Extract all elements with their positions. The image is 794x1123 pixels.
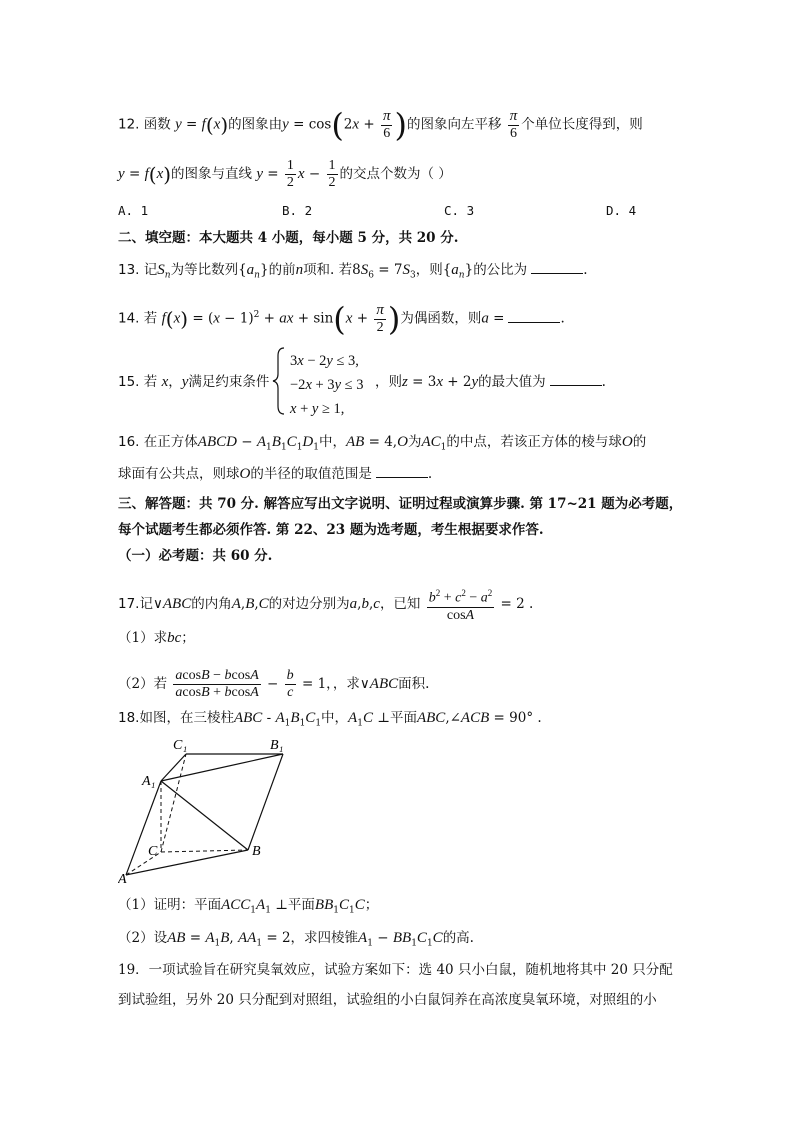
edge-b1-b [248,754,283,850]
q16-line2: 球面有公共点，则球O的半径的取值范围是 . [118,466,433,482]
q15-text: 若 [143,374,158,390]
q14-answer-blank[interactable] [508,321,560,323]
edge-a-a1 [126,781,161,875]
q15-text: ，则 [375,374,402,390]
q17-part1-label: （1）求 [118,630,168,646]
q18-text: ，求四棱锥 [290,930,359,946]
q18-text: 中， [321,710,349,726]
q12-choice-a: A. 1 [118,203,149,218]
q12-text: 的图象由 [228,116,283,133]
q17-text: ，已知 [379,595,421,612]
section-3-line2: 每个试题考生都必须作答. 第 22、23 题为选考题，考生根据要求作答. [118,522,544,538]
q13-text: 的公比为 [473,262,528,278]
q16-text: 的 [632,434,647,450]
q18-text: 如图，在三棱柱 [139,710,234,726]
edge-a1-b [161,781,248,850]
q14-text: 若 [143,310,158,327]
q16-text: 的半径的取值范围是 [250,466,372,482]
q18-part1-label: （1）证明：平面 [118,897,222,913]
q14-number: 14. [118,310,140,327]
q15-text: 满足约束条件 [188,374,270,390]
q12-choice-c: C. 3 [444,203,475,218]
q12-number: 12. [118,116,140,133]
q18-part2: （2）设AB = $A_1B$, $AA_1 = 2$，求四棱锥$A_1 - BB_1C_1C$的高. [118,930,474,949]
q13-text: 记 [143,262,158,278]
q17-text: 面积. [398,676,430,692]
q12-text: 的图象与直线 [171,166,253,182]
q12-text: 函数 [143,116,171,133]
label-c1: C₁ [173,738,188,753]
q16-text: 球面有公共点，则球 [118,466,240,482]
q17-part2-label: （2）若 [118,676,168,692]
q13-answer-blank[interactable] [531,272,583,274]
q12-text: 个单位长度得到，则 [521,116,643,133]
q13-text: ，则 [415,262,443,278]
section-3-line1: 三、解答题：共 70 分. 解答应写出文字说明、证明过程或演算步骤. 第 17~21 题为必考题， [118,496,683,512]
q18-text: 平面 [389,710,417,726]
q16-text: 为 [407,434,422,450]
edge-c-b [161,850,248,852]
label-b: B [252,844,261,859]
q17-part2: （2）若 $\frac{acosB - bcosA}{acosB + bcosA}$ − $\frac{b}{c}$ = 1，，求∨ABC面积. [118,668,430,700]
q19-line1: 19．一项试验旨在研究臭氧效应，试验方案如下：选 40 只小白鼠，随机地将其中 20 只分配 [118,962,673,978]
q18-text: 平面 [287,897,315,913]
prism-figure [118,735,293,885]
label-b1: B₁ [270,738,284,753]
q16-text: 中， [319,434,346,450]
q13-text: 的前 [268,262,296,278]
q18-line1: 18.如图，在三棱柱ABC - $A_1B_1C_1$中，$A_1C$ ⊥平面ABC,∠ACB = 90° . [118,710,542,729]
q16-text: 在正方体 [143,434,198,450]
q14-text: 为偶函数，则 [400,310,482,327]
q17-line1: 17.记∨ABC的内角A,B,C的对边分别为a,b,c，已知 $\frac{b^2 + c^2 - a^2}{\cos A}$ = 2 . [118,585,533,624]
label-a1: A₁ [142,774,156,789]
q15-number: 15. [118,374,140,390]
q17-text: ； [181,630,195,646]
q12-text: 的交点个数为（ ） [339,166,452,182]
q18-part1: （1）证明：平面$ACC_1A_1$ ⊥平面$BB_1C_1C$； [118,897,379,916]
constraint-system: 3x − 2y ≤ 3, −2x + 3y ≤ 3 x + y ≥ 1, [290,353,364,417]
q12-text: 的图象向左平移 [406,116,502,133]
label-c: C [148,844,158,859]
q12-choice-b: B. 2 [282,203,313,218]
q12-line2: y = f(x)的图象与直线 y = $\frac{1}{2}$ x − $\frac{1}{2}$ 的交点个数为（ ） [118,158,452,190]
edge-c-c1 [161,754,186,852]
label-a: A [118,872,127,885]
q18-number: 18. [118,710,140,726]
q17-text: 的对边分别为 [268,595,350,612]
q15-text: 的最大值为 [478,374,546,390]
q17-number: 17. [118,595,140,612]
q16-answer-blank[interactable] [376,476,428,478]
q17-text: ，求 [332,676,360,692]
section-3-subheading: （一）必考题：共 60 分. [118,548,273,564]
q16-line1: 16. 在正方体ABCD − $A_1B_1C_1D_1$中，AB = 4,O为$AC_1$的中点，若该正方体的棱与球O的 [118,434,647,453]
q17-text: 记 [139,595,153,612]
constraint-brace [272,346,286,416]
q18-text: 的高. [442,930,474,946]
q14: 14. 若 $f(x) = (x - 1)^2$ + ax + sin(x + $\frac{\pi}{2}$ )为偶函数，则a = . [118,300,565,338]
q18-part2-label: （2）设 [118,930,168,946]
q19-line2: 到试验组，另外 20 只分配到对照组，试验组的小白鼠饲养在高浓度臭氧环境，对照组的小 [118,992,657,1008]
q16-text: 的中点，若该正方体的棱与球 [446,434,622,450]
q17-part1: （1）求bc； [118,630,195,646]
section-2-heading: 二、填空题：本大题共 4 小题，每小题 5 分，共 20 分. [118,230,459,246]
q12-line1: 12. 函数 y = f(x)的图象由y = cos(2x + $\frac{\pi}{6}$ )的图象向左平移 $\frac{\pi}{6}$ 个单位长度得到，则 [118,106,643,144]
q13: 13. 记$S_n$为等比数列$\{a_n\}$的前n项和. 若$8S_6 = 7S_3$，则$\{a_n\}$的公比为 . [118,262,588,281]
q13-text: 为等比数列 [170,262,239,278]
q15-answer-blank[interactable] [550,384,602,386]
q17-text: 的内角 [191,595,232,612]
q12-choice-d: D. 4 [606,203,637,218]
q13-number: 13. [118,262,140,278]
q18-text: ； [364,897,379,913]
q15: 15. 若 x，y满足约束条件 [118,374,270,390]
edge-a1-b1 [161,754,283,781]
q15-tail: ，则z = 3x + 2y的最大值为 . [375,374,606,390]
q16-number: 16. [118,434,140,450]
q13-text: 项和. 若 [303,262,353,278]
